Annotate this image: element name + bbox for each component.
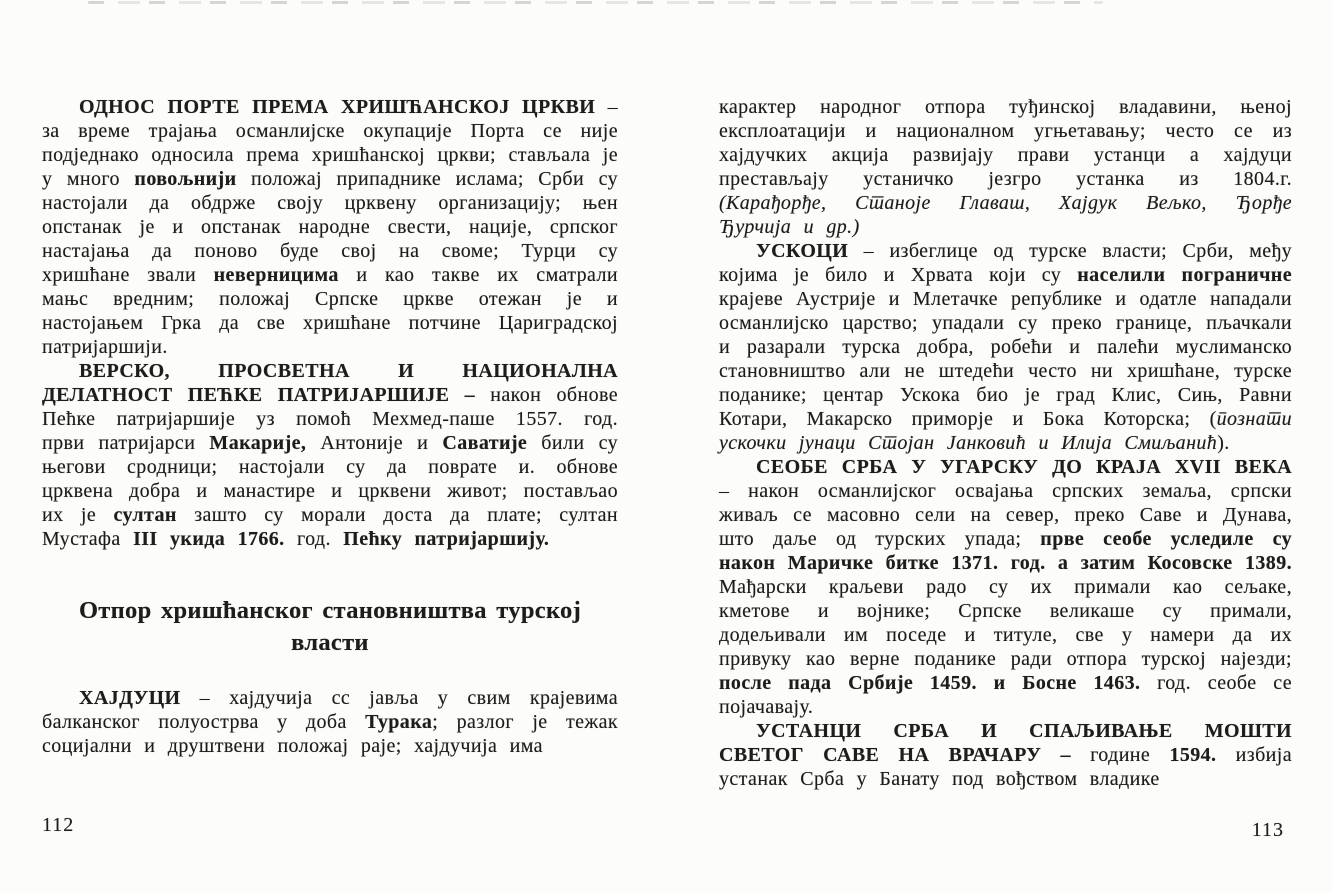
text-segment: Мађарски краљеви радо су их примали као сељаке, кметове и војнике; Српске великаше су примали, додељивали им поседе и титуле, све у намери да их привуку као верне поданике ради отпора турској најезди; — [719, 576, 1292, 670]
text-segment-bold: ОДНОС ПОРТЕ ПРЕМА ХРИШЋАНСКОЈ ЦРКВИ — [79, 96, 596, 118]
text-segment: ; разлог је тежак социјални и друштвени положај раје; хајдучија има — [42, 711, 619, 757]
paragraph — [719, 719, 1292, 791]
text-segment-bold: Саватије — [442, 432, 528, 454]
text-segment-bold: Турака — [365, 711, 433, 733]
text-segment: крајеве Аустрије и Млетачке републике и одатле нападали османлијско царство; упадали су преко границе, пљачкали и разарали турска добра, робећи и палећи муслиманско становништво али не штедећи често ни хришћане, турске поданике; центар Ускока био је град Клис, Сињ, Равни Котари, Макарско приморје и Бока Которска; ( — [719, 288, 1292, 430]
text-segment-italic: (Карађорђе, Станоје Главаш, Хајдук Вељко, Ђорђе Ђурчија и др.) — [719, 192, 1292, 238]
scan-artifact-top-edge — [88, 1, 1103, 4]
text-segment: положај припаднике ислама; Срби су настојали да обдрже своју црквену организацију; њен опстанак је и опстанак народне свести, нације, српског настајања да поново буде свој на своме; Турци су хришћане звали — [42, 168, 618, 286]
text-segment: – након османлијског освајања српских земаља, српски живаљ се масовно сели на север, преко Саве и Дунава, што даље од турских упада; — [719, 480, 1292, 550]
text-segment: год. — [284, 528, 344, 550]
text-segment: ). — [1217, 432, 1230, 454]
text-segment: – за време трајања османлијске окупације Порта се није подједнако односила према хришћанској цркви; стављала је у много — [42, 96, 618, 190]
text-segment-bold: повољнији — [134, 168, 237, 190]
text-segment-bold: 1594. — [1169, 744, 1217, 766]
paragraph — [719, 239, 1292, 455]
text-segment-bold: СЕОБЕ СРБА У УГАРСКУ ДО КРАЈА XVII ВЕКА — [756, 456, 1292, 478]
text-segment-bold: III укида 1766. — [133, 528, 285, 550]
text-segment-bold: ХАЈДУЦИ — [79, 687, 181, 709]
text-segment: избија устанак Срба у Банату под вођством владике — [719, 744, 1292, 790]
paragraph — [42, 95, 618, 359]
text-segment-bold: УСТАНЦИ СРБА И СПАЉИВАЊЕ МОШТИ СВЕТОГ САВЕ НА ВРАЧАРУ – — [719, 720, 1292, 766]
text-segment: карактер народног отпора туђинској владавини, њеној експлоатацији и националном угњетавању; често се из хајдучких акција развијају прави устанци а хајдуци престављају устаничко језгро устанка из 1804.г. — [719, 96, 1292, 190]
text-segment: и као такве их сматрали мањс вредним; положај Српске цркве отежан је и настојањем Грка да све хришћане потчине Цариградској патријаршији. — [42, 264, 618, 358]
text-segment: године — [1070, 744, 1170, 766]
heading-line: власти — [291, 629, 369, 656]
text-segment-bold: населили пограничне — [1077, 264, 1292, 286]
paragraph — [719, 455, 1292, 719]
text-segment: – хајдучија сс јавља у свим крајевима балканског полуострва у доба — [42, 687, 618, 733]
text-segment-bold: после пада Србије 1459. и Босне 1463. — [719, 672, 1141, 694]
page-number-right: 113 — [1251, 819, 1284, 841]
text-segment: – избеглице од турске власти; Срби, међу којима је било и Хрвата који су — [719, 240, 1292, 286]
text-segment-bold: УСКОЦИ — [756, 240, 849, 262]
text-segment: након обнове Пећке патријаршије уз помоћ Мехмед-паше 1557. год. први патријарси — [42, 384, 618, 454]
text-segment-bold: прве сеобе уследиле су након Маричке битке 1371. год. а затим Косовске 1389. — [719, 528, 1292, 574]
heading-line: Отпор хришћанског становништва турској — [78, 597, 582, 624]
page-number-left: 112 — [42, 814, 75, 836]
text-segment-italic: познати ускочки јунаци Стојан Јанковић и Илија Смиљанић — [719, 408, 1292, 454]
paragraph — [42, 359, 618, 551]
text-segment: Антоније и — [306, 432, 443, 454]
text-segment: били су његови сродници; настојали су да поврате и. обнове црквена добра и манастире и црквени живот; постављао их је — [42, 432, 618, 526]
text-segment-bold: Макарије, — [209, 432, 307, 454]
paragraph — [719, 95, 1292, 239]
page-113-text-column — [719, 95, 1292, 791]
text-segment-bold: султан — [113, 504, 177, 526]
text-segment-bold: ВЕРСКО, ПРОСВЕТНА И НАЦИОНАЛНА ДЕЛАТНОСТ ПЕЋКЕ ПАТРИЈАРШИЈЕ – — [42, 360, 618, 406]
text-segment: зашто су морали доста да плате; султан Мустафа — [42, 504, 618, 550]
page-112-text-column — [42, 95, 618, 758]
section-heading — [48, 595, 612, 659]
text-segment-bold: Пећку патријаршију. — [343, 528, 550, 550]
paragraph — [42, 686, 618, 758]
text-segment-bold: неверницима — [213, 264, 339, 286]
text-segment: год. сеобе се појачавају. — [719, 672, 1292, 718]
